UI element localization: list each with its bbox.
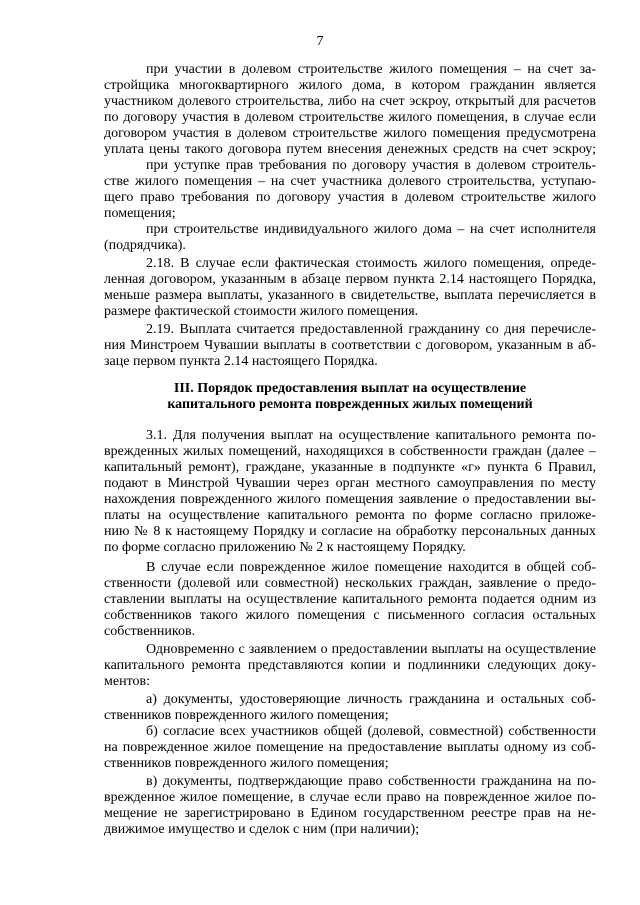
paragraph-line: стве жилого помещения – на счет участника долевого строительства, уступаю- (104, 174, 596, 189)
paragraph-line: стройщика многоквартирного жилого дома, в котором гражданин является (104, 78, 596, 93)
paragraph-line: ставлении выплаты на осуществление капитального ремонта подается одним из (104, 592, 596, 607)
paragraph-line: мещение не зарегистрировано в Едином государственном реестре прав на не- (104, 806, 596, 821)
paragraph-line: собственников. (104, 624, 196, 639)
paragraph-line: подают в Минстрой Чувашии через орган местного самоуправления по месту (104, 476, 596, 491)
paragraph-line: размере фактической стоимости жилого помещения. (104, 304, 419, 319)
paragraph-line: ментов: (104, 674, 150, 689)
paragraph-line: 3.1. Для получения выплат на осуществление капитального ремонта по- (146, 428, 596, 443)
paragraph-line: врежденных жилых помещений, находящихся в собственности граждан (далее – (104, 444, 596, 459)
paragraph-line: б) согласие всех участников общей (долевой, совместной) собственности (146, 724, 596, 739)
paragraph-line: а) документы, удостоверяющие личность гражданина и остальных соб- (146, 692, 596, 707)
paragraph-line: договором участия в долевом строительстве жилого помещения предусмотрена (104, 126, 596, 141)
paragraph-line: при участии в долевом строительстве жилого помещения – на счет за- (146, 62, 596, 77)
paragraph-line: при уступке прав требования по договору участия в долевом строитель- (146, 158, 596, 173)
paragraph-line: капитальный ремонт), граждане, указанные в подпункте «г» пункта 6 Правил, (104, 460, 596, 475)
paragraph-line: движимое имущество и сделок с ним (при наличии); (104, 822, 420, 837)
paragraph-line: на поврежденное жилое помещение на предоставление выплаты одному из соб- (104, 740, 596, 755)
paragraph-line: нахождения поврежденного жилого помещения заявление о предоставлении вы- (104, 492, 596, 507)
paragraph-line: ственников поврежденного жилого помещения; (104, 756, 389, 771)
paragraph-line: собственников такого жилого помещения с письменного согласия остальных (104, 608, 596, 623)
paragraph-line: участником долевого строительства, либо на счет эскроу, открытый для расчетов (104, 94, 596, 109)
paragraph-line: уплата цены такого договора путем внесения денежных средств на счет эскроу; (104, 142, 596, 157)
paragraph-line: 2.18. В случае если фактическая стоимость жилого помещения, опреде- (146, 256, 596, 271)
paragraph-line: щего право требования по договору участия в долевом строительстве жилого (104, 190, 596, 205)
paragraph-line: ленная договором, указанным в абзаце первом пункта 2.14 настоящего Порядка, (104, 272, 596, 287)
paragraph-line: помещения; (104, 206, 176, 221)
paragraph-line: меньше размера выплаты, указанного в свидетельстве, выплата перечисляется в (104, 288, 596, 303)
paragraph-line: 2.19. Выплата считается предоставленной гражданину со дня перечисле- (146, 322, 596, 337)
paragraph-line: ственников поврежденного жилого помещения; (104, 708, 389, 723)
paragraph-line: в) документы, подтверждающие право собственности гражданина на по- (146, 774, 596, 789)
section-heading-line: III. Порядок предоставления выплат на осуществление (173, 381, 527, 396)
paragraph-line: ния Минстроем Чувашии выплаты в соответствии с договором, указанным в аб- (104, 338, 596, 353)
paragraph-line: ственности (долевой или совместной) нескольких граждан, заявление о предо- (104, 576, 596, 591)
paragraph-line: врежденное жилое помещение, в случае если право на поврежденное жилое по- (104, 790, 596, 805)
paragraph-line: по форме согласно приложению № 2 к настоящему Порядку. (104, 540, 466, 555)
page-number: 7 (316, 34, 324, 49)
paragraph-line: при строительстве индивидуального жилого дома – на счет исполнителя (146, 222, 596, 237)
paragraph-line: заце первом пункта 2.14 настоящего Порядка. (104, 354, 378, 369)
paragraph-line: нию № 8 к настоящему Порядку и согласие на обработку персональных данных (104, 524, 596, 539)
paragraph-line: капитального ремонта представляются копии и подлинники следующих доку- (104, 658, 596, 673)
paragraph-line: В случае если поврежденное жилое помещение находится в общей соб- (146, 560, 596, 575)
section-heading-line: капитального ремонта поврежденных жилых помещений (167, 397, 533, 412)
paragraph-line: платы на осуществление капитального ремонта по форме согласно приложе- (104, 508, 596, 523)
paragraph-line: по договору участия в долевом строительстве жилого помещения, в случае если (104, 110, 596, 125)
paragraph-line: (подрядчика). (104, 238, 186, 253)
paragraph-line: Одновременно с заявлением о предоставлении выплаты на осуществление (146, 642, 596, 657)
